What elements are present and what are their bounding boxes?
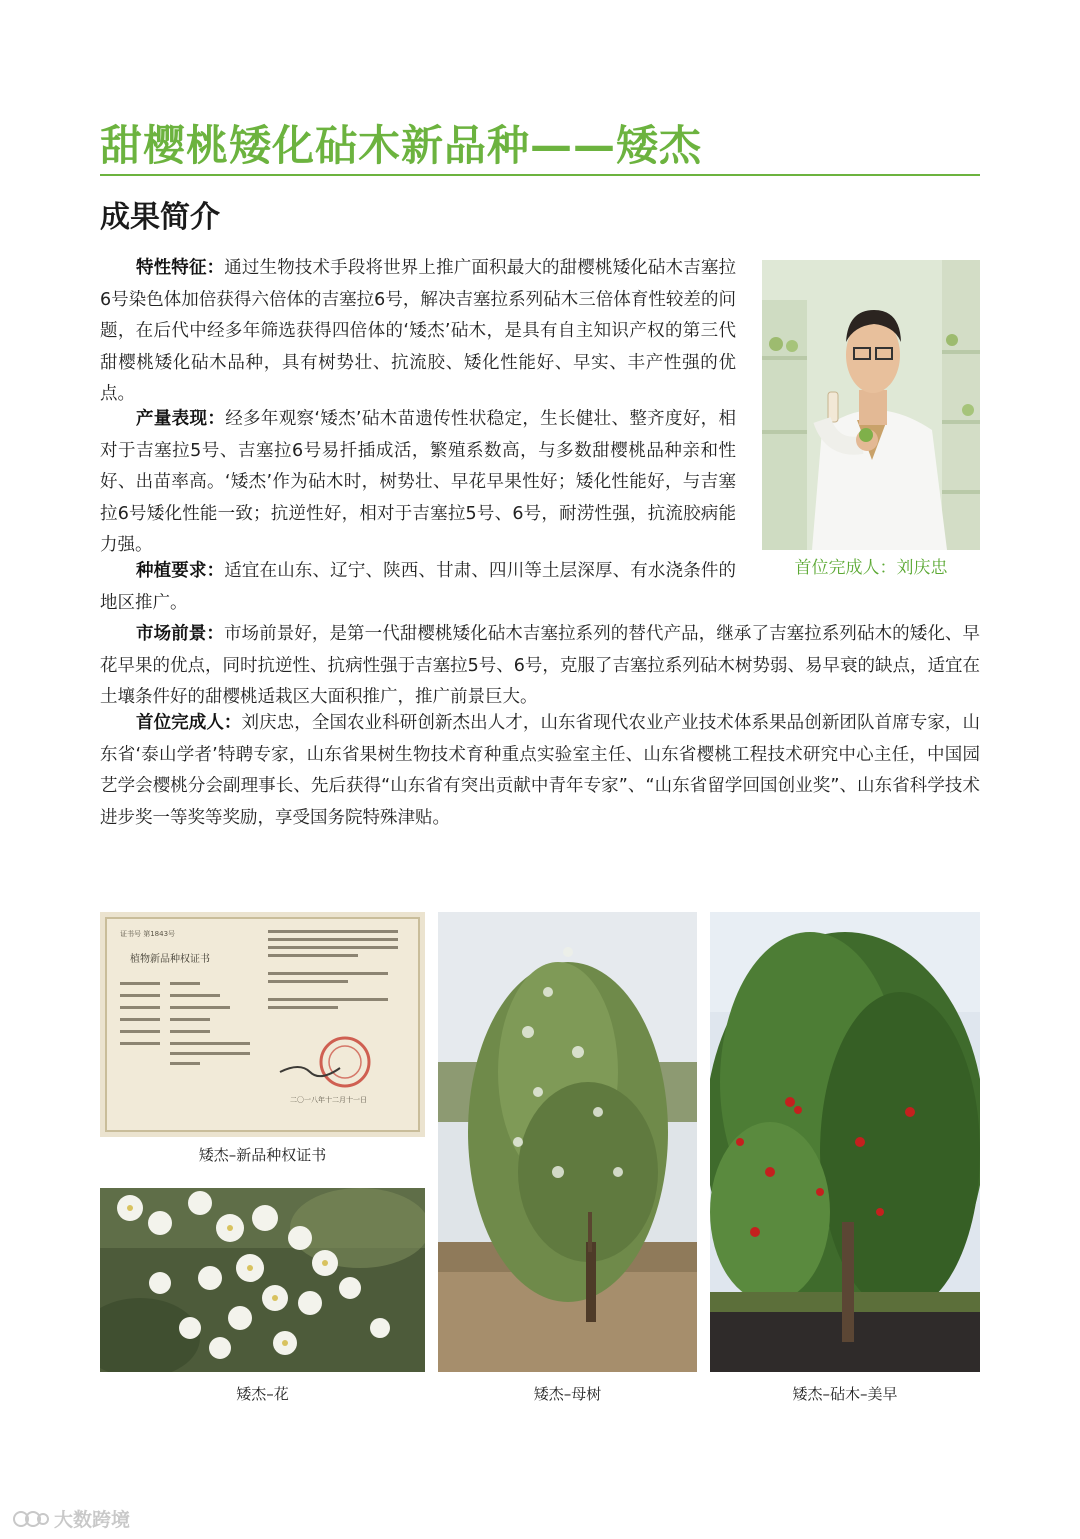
mother-tree-caption: 矮杰–母树 xyxy=(533,1385,602,1403)
certificate-caption: 矮杰–新品种权证书 xyxy=(198,1146,327,1164)
paragraph-traits xyxy=(100,253,736,411)
certificate-number: 证书号 第1843号 xyxy=(120,930,176,938)
watermark xyxy=(12,1505,130,1532)
paragraph-label: 市场前景： xyxy=(136,624,224,644)
paragraph-label: 种植要求： xyxy=(136,561,225,581)
paragraph-text: 刘庆忠，全国农业科研创新杰出人才，山东省现代农业产业技术体系果品创新团队首席专家，山东省‘泰山学者’特聘专家，山东省果树生物技术育种重点实验室主任、山东省樱桃工程技术研究中心主任，中国园艺学会樱桃分会副理事长、先后获得“山东省有突出贡献中青年专家”、“山东省留学回国创业奖”、山东省科学技术进步奖一等奖等奖励，享受国务院特殊津贴。 xyxy=(100,713,981,828)
paragraph-market xyxy=(100,619,980,714)
paragraph-label: 首位完成人： xyxy=(136,713,242,733)
paragraph-text: 适宜在山东、辽宁、陕西、甘肃、四川等土层深厚、有水浇条件的地区推广。 xyxy=(100,561,737,613)
paragraph-text: 通过生物技术手段将世界上推广面积最大的甜樱桃矮化砧木吉塞拉6号染色体加倍获得六倍体的吉塞拉6号，解决吉塞拉系列砧木三倍体育性较差的问题，在后代中经多年筛选获得四倍体的‘矮杰’砧木，是具有自主知识产权的第三代甜樱桃矮化砧木品种，具有树势壮、抗流胶、矮化性能好、早实、丰产性强的优点。 xyxy=(100,258,737,404)
paragraph-text: 市场前景好，是第一代甜樱桃矮化砧木吉塞拉系列的替代产品，继承了吉塞拉系列砧木的矮化、早花早果的优点，同时抗逆性、抗病性强于吉塞拉5号、6号，克服了吉塞拉系列砧木树势弱、易早衰的缺点，适宜在土壤条件好的甜樱桃适栽区大面积推广，推广前景巨大。 xyxy=(100,624,981,707)
paragraph-yield xyxy=(100,404,736,562)
paragraph-label: 特性特征： xyxy=(136,258,225,278)
certificate-date: 二〇一八年十二月十一日 xyxy=(290,1096,367,1104)
researcher-portrait-photo xyxy=(762,260,980,550)
variety-certificate-photo xyxy=(100,912,425,1137)
rootstock-caption: 矮杰–砧木–美早 xyxy=(792,1385,898,1403)
paragraph-planting xyxy=(100,556,736,619)
title-rule xyxy=(100,174,980,176)
mother-tree-photo xyxy=(438,912,697,1372)
watermark-logo-icon xyxy=(12,1508,50,1530)
flower-caption: 矮杰–花 xyxy=(236,1385,289,1403)
portrait-caption: 首位完成人：刘庆忠 xyxy=(794,558,948,578)
watermark-text: 大数跨境 xyxy=(54,1509,131,1531)
paragraph-lead-researcher xyxy=(100,708,980,834)
paragraph-label: 产量表现： xyxy=(136,409,226,429)
rootstock-fruit-tree-photo xyxy=(710,912,980,1372)
section-heading: 成果简介 xyxy=(100,200,220,235)
cherry-flower-photo xyxy=(100,1188,425,1372)
page-title: 甜樱桃矮化砧木新品种——矮杰 xyxy=(100,121,703,170)
certificate-title: 植物新品种权证书 xyxy=(130,954,210,965)
paragraph-text: 经多年观察‘矮杰’砧木苗遗传性状稳定，生长健壮、整齐度好，相对于吉塞拉5号、吉塞拉6号易扦插成活，繁殖系数高，与多数甜樱桃品种亲和性好、出苗率高。‘矮杰’作为砧木时，树势壮、早花早果性好；矮化性能好，与吉塞拉6号矮化性能一致；抗逆性好，相对于吉塞拉5号、6号，耐涝性强，抗流胶病能力强。 xyxy=(100,409,737,555)
